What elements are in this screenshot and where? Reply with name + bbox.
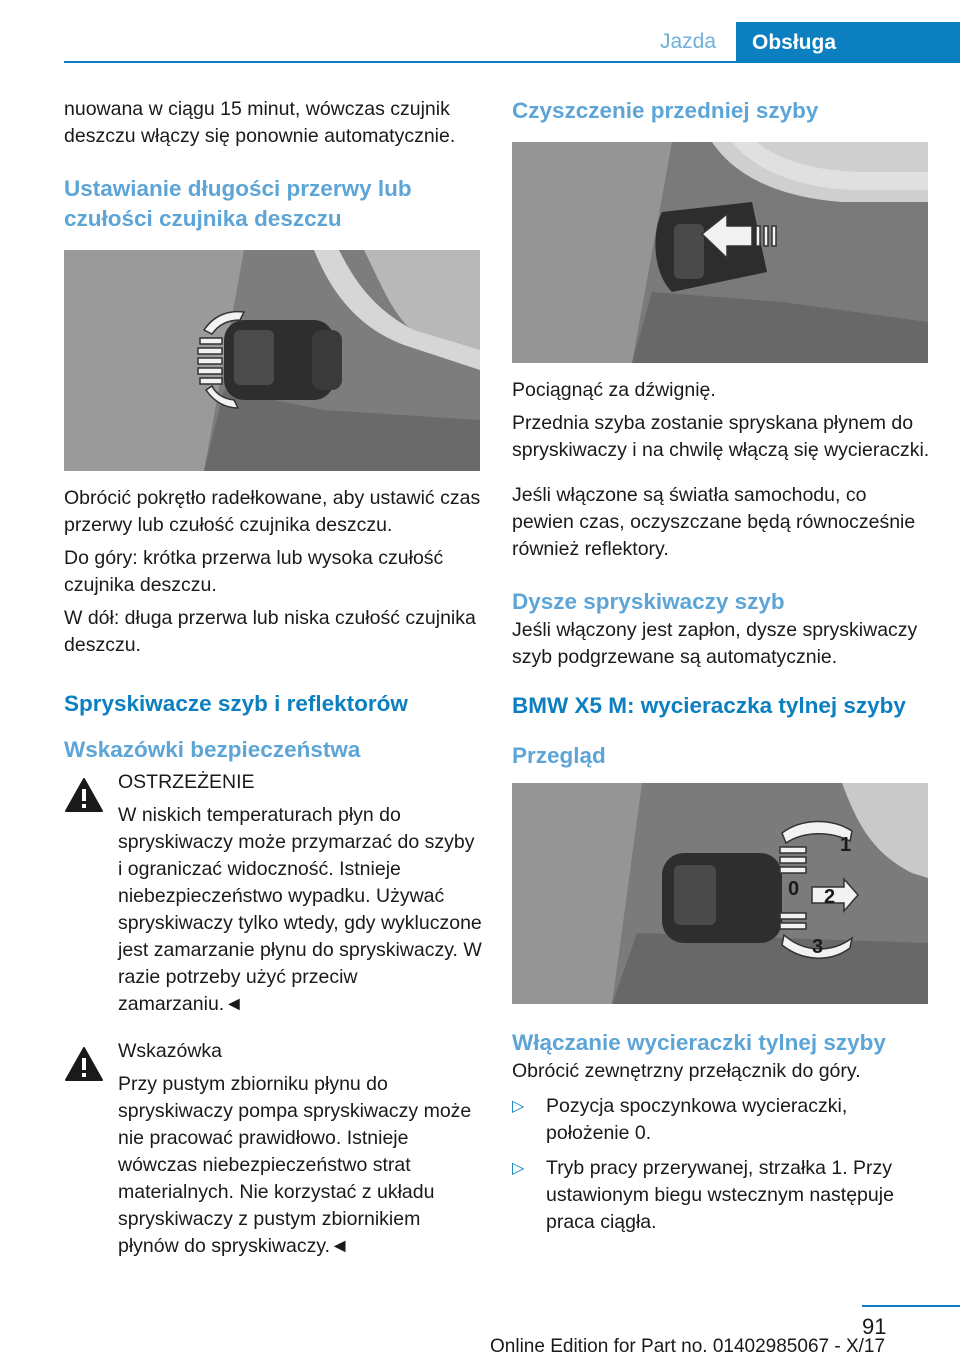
triangle-bullet-icon: ▷ [512,1098,525,1115]
warning-box-2 [64,1038,482,1260]
paragraph-up: Do góry: krótka przerwa lub wysoka czułość czujnika deszczu. [64,547,444,596]
heading-clean-windshield: Czyszczenie przedniej szyby [512,98,819,123]
paragraph-lights: Jeśli włączone są światła samochodu, co pewien czas, oczyszczane będą równocześnie również reflektory. [512,484,916,560]
warning-triangle-icon [64,1046,104,1082]
header-rule [64,61,960,63]
position-2-label: 2 [824,886,836,908]
footer-rule [862,1305,960,1307]
heading-rear-wiper: BMW X5 M: wycieraczka tylnej szyby [512,693,906,718]
warning-box-1 [64,769,482,1018]
paragraph-enable: Obrócić zewnętrzny przełącznik do góry. [512,1060,861,1082]
paragraph-down: W dół: długa przerwa lub niska czułość czujnika deszczu. [64,607,476,656]
paragraph-pull: Pociągnąć za dźwignię. [512,379,716,401]
tab-jazda[interactable]: Jazda [659,29,717,53]
warning-1-text: W niskich temperaturach płyn do spryskiwaczy może przymarzać do szyby i ograniczać widoczność. Istnieje niebezpieczeństwo wypadku. Używać spryskiwaczy tylko wtedy, gdy wykluczone jest zamarzanie płynu do spryskiwaczy. W razie potrzeby użyć przeciw zamarzaniu.◄ [118,804,482,1015]
left-column [64,96,482,1260]
intro-paragraph: nuowana w ciągu 15 minut, wówczas czujnik deszczu włączy się ponownie automatycznie. [64,98,456,147]
photo-rear-wiper-switch [512,783,928,1004]
position-0-label: 0 [788,878,800,900]
list-item [512,1093,930,1147]
edition-note: Online Edition for Part no. 01402985067 - X/17 [490,1336,886,1357]
right-column [512,96,930,1236]
triangle-bullet-icon: ▷ [512,1160,525,1177]
warning-1-title: OSTRZEŻENIE [118,771,255,793]
heading-safety: Wskazówki bezpieczeństwa [64,737,361,762]
photo-pull-lever [512,142,928,363]
stalk-knurled-wheel-illustration [64,250,480,471]
heading-interval: Ustawianie długości przerwy lub czułości czujnika deszczu [64,176,412,231]
heading-overview: Przegląd [512,743,606,768]
rear-wiper-switch-illustration [512,783,928,1004]
paragraph-nozzles: Jeśli włączony jest zapłon, dysze spryskiwaczy szyb podgrzewane są automatycznie. [512,619,918,668]
photo-rain-sensor-knob [64,250,480,471]
warning-2-title: Wskazówka [118,1040,223,1062]
warning-triangle-icon [64,777,104,813]
stalk-pull-illustration [512,142,928,363]
list-item-text: Pozycja spoczynkowa wycieraczki, położenie 0. [546,1095,848,1144]
warning-2-text: Przy pustym zbiorniku płynu do spryskiwaczy pompa spryskiwaczy może nie pracować prawidłowo. Istnieje wówczas niebezpieczeństwo strat materialnych. Nie korzystać z układu spryskiwaczy z pustym zbiornikiem płynów do spryskiwaczy.◄ [118,1073,472,1257]
paragraph-turn-wheel: Obrócić pokrętło radełkowane, aby ustawić czas przerwy lub czułość czujnika deszczu. [64,487,481,536]
tab-obsluga[interactable]: Obsługa [736,22,960,63]
list-item [512,1155,930,1236]
position-1-label: 1 [840,834,852,856]
paragraph-spray: Przednia szyba zostanie spryskana płynem do spryskiwaczy i na chwilę włączą się wycieraczki. [512,412,930,461]
heading-nozzles: Dysze spryskiwaczy szyb [512,589,785,614]
heading-washers: Spryskiwacze szyb i reflektorów [64,691,408,716]
page-number: 91 [862,1314,887,1339]
rear-wiper-list [512,1093,930,1236]
list-item-text: Tryb pracy przerywanej, strzałka 1. Przy ustawionym biegu wstecznym następuje praca ciągła. [546,1157,894,1233]
heading-enable-rear-wiper: Włączanie wycieraczki tylnej szyby [512,1030,886,1055]
position-3-label: 3 [812,936,824,958]
